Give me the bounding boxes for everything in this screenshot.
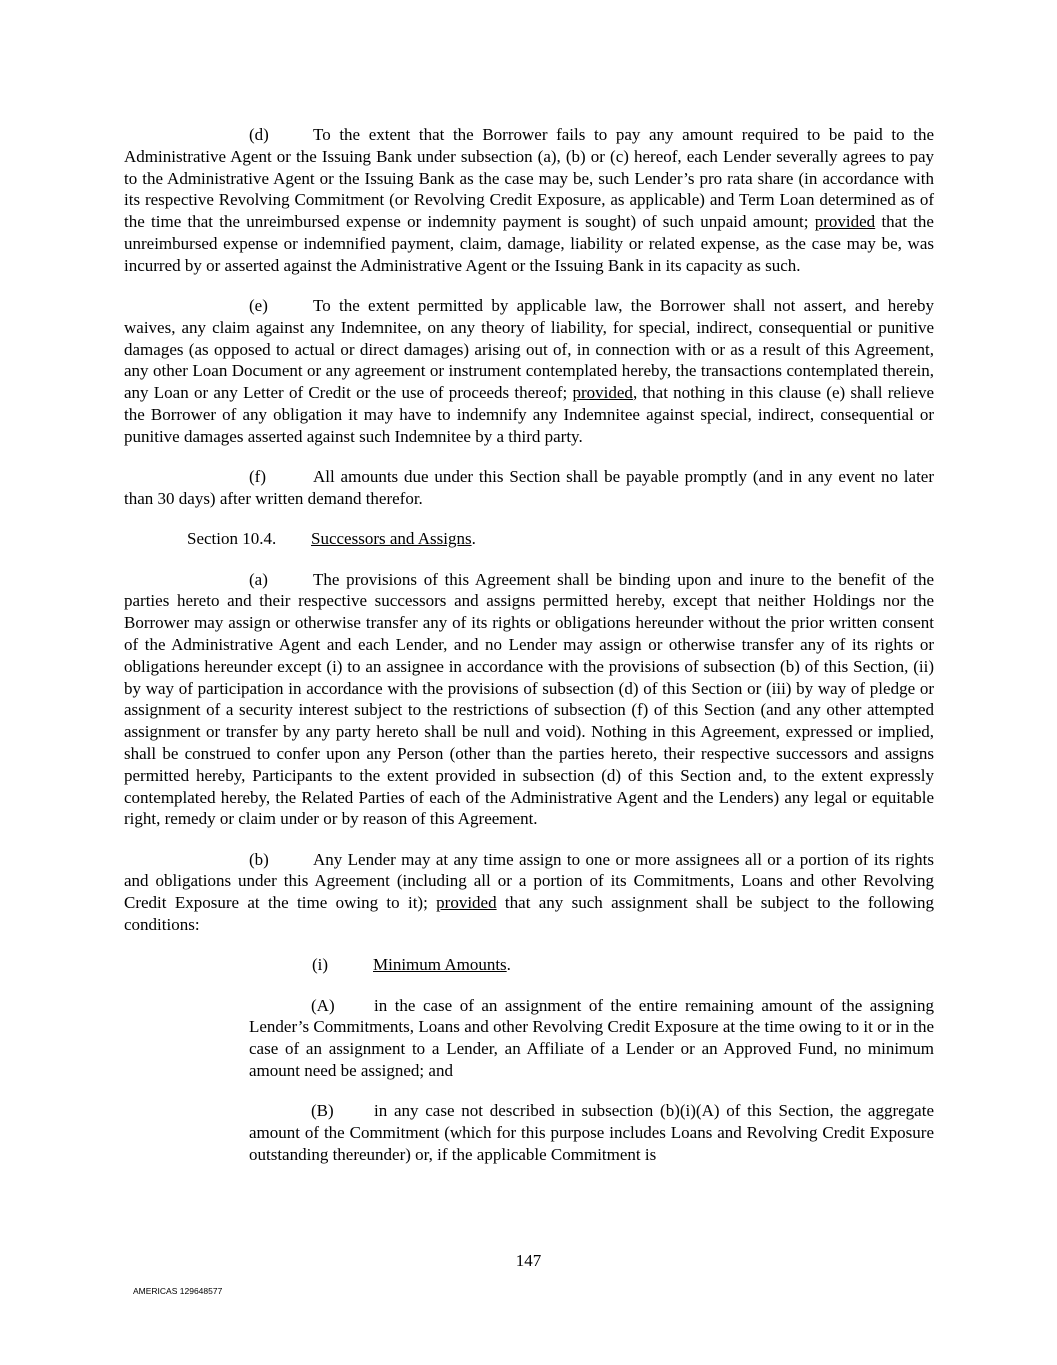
paragraph-label: (b) (249, 849, 269, 869)
section-heading (124, 528, 934, 550)
paragraph-label: (B) (311, 1101, 334, 1121)
section-title: Successors and Assigns (311, 529, 472, 549)
paragraph-text: To the extent that the Borrower fails to pay any amount required to be paid to the Administrative Agent or the Issuing Bank under subsection (a), (b) or (c) hereof, each Lender severally agrees to pay to the Administrative Agent or the Issuing Bank as the case may be, such Lender’s pro rata share (in accordance with its respective Revolving Commitment (or Revolving Credit Exposure, as applicable) and Term Loan determined as of the time that the unreimbursed expense or indemnity payment is sought) of such unpaid amount; (124, 125, 934, 232)
paragraph-text-after: that the unreimbursed expense or indemnified payment, claim, damage, liability or related expense, as the case may be, was incurred by or asserted against the Administrative Agent or the Issuing Bank in its capacity as such. (124, 212, 934, 275)
paragraph-label: (e) (249, 296, 268, 316)
paragraph-d (124, 124, 934, 277)
paragraph-text: in the case of an assignment of the entire remaining amount of the assigning Lender’s Commitments, Loans and other Revolving Credit Exposure at the time owing to it or in the case of an assignment to a Lender, an Affiliate of a Lender or an Approved Fund, no minimum amount need be assigned; and (249, 995, 934, 1080)
paragraph-text: All amounts due under this Section shall be payable promptly (and in any event no later than 30 days) after written demand therefor. (124, 467, 934, 508)
paragraph-text: The provisions of this Agreement shall be binding upon and inure to the benefit of the parties hereto and their respective successors and assigns permitted hereby, except that neither Holdings nor the Borrower may assign or otherwise transfer any of its rights or obligations hereunder without the prior written consent of the Administrative Agent and each Lender, and no Lender may assign or otherwise transfer any of its rights or obligations hereunder except (i) to an assignee in accordance with the provisions of subsection (b) of this Section, (ii) by way of participation in accordance with the provisions of subsection (d) of this Section or (iii) by way of pledge or assignment of a security interest subject to the restrictions of subsection (f) of this Section (and any other attempted assignment or transfer by any party hereto shall be null and void). Nothing in this Agreement, expressed or implied, shall be construed to confer upon any Person (other than the parties hereto, their respective successors and assigns permitted hereby, Participants to the extent provided in subsection (d) of this Section and, to the extent expressly contemplated hereby, the Related Parties of each of the Administrative Agent and the Lenders) any legal or equitable right, remedy or claim under or by reason of this Agreement. (124, 569, 934, 829)
subheading-title: Minimum Amounts (373, 955, 507, 975)
document-id: AMERICAS 129648577 (133, 1286, 223, 1296)
provided-term: provided (572, 383, 633, 403)
paragraph-e (124, 295, 934, 448)
paragraph-a (124, 569, 934, 831)
paragraph-text: in any case not described in subsection (b)(i)(A) of this Section, the aggregate amount of the Commitment (which for this purpose includes Loans and Revolving Credit Exposure outstanding thereunder) or, if the applicable Commitment is (249, 1101, 934, 1164)
paragraph-label: (f) (249, 467, 266, 487)
section-number: Section 10.4. (187, 529, 277, 549)
paragraph-B (124, 1100, 934, 1165)
paragraph-text: Any Lender may at any time assign to one or more assignees all or a portion of its rights and obligations under this Agreement (including all or a portion of its Commitments, Loans and other Revolving Credit Exposure at the time owing to it); (124, 849, 934, 913)
section-title-period: . (471, 529, 476, 549)
subheading-minimum-amounts (124, 954, 934, 976)
paragraph-text: To the extent permitted by applicable law, the Borrower shall not assert, and hereby waives, any claim against any Indemnitee, on any theory of liability, for special, indirect, consequential or punitive damages (as opposed to actual or direct damages) arising out of, in connection with or as a result of this Agreement, any other Loan Document or any agreement or instrument contemplated hereby, the transactions contemplated therein, any Loan or any Letter of Credit or the use of proceeds thereof; (124, 296, 934, 403)
paragraph-text-after: that any such assignment shall be subject to the following conditions: (124, 893, 934, 934)
provided-term: provided (436, 893, 497, 913)
document-body (124, 124, 934, 1184)
paragraph-A (124, 995, 934, 1082)
paragraph-b (124, 849, 934, 936)
subheading-label: (i) (312, 955, 329, 975)
paragraph-text-after: , that nothing in this clause (e) shall relieve the Borrower of any obligation it may have to indemnify any Indemnitee against special, indirect, consequential or punitive damages asserted against such Indemnitee by a third party. (124, 383, 934, 446)
paragraph-label: (a) (249, 569, 268, 589)
paragraph-f (124, 466, 934, 510)
page-number: 147 (515, 1251, 542, 1270)
paragraph-label: (A) (311, 995, 335, 1015)
subheading-period: . (506, 955, 511, 975)
provided-term: provided (814, 212, 876, 232)
paragraph-label: (d) (249, 125, 269, 144)
